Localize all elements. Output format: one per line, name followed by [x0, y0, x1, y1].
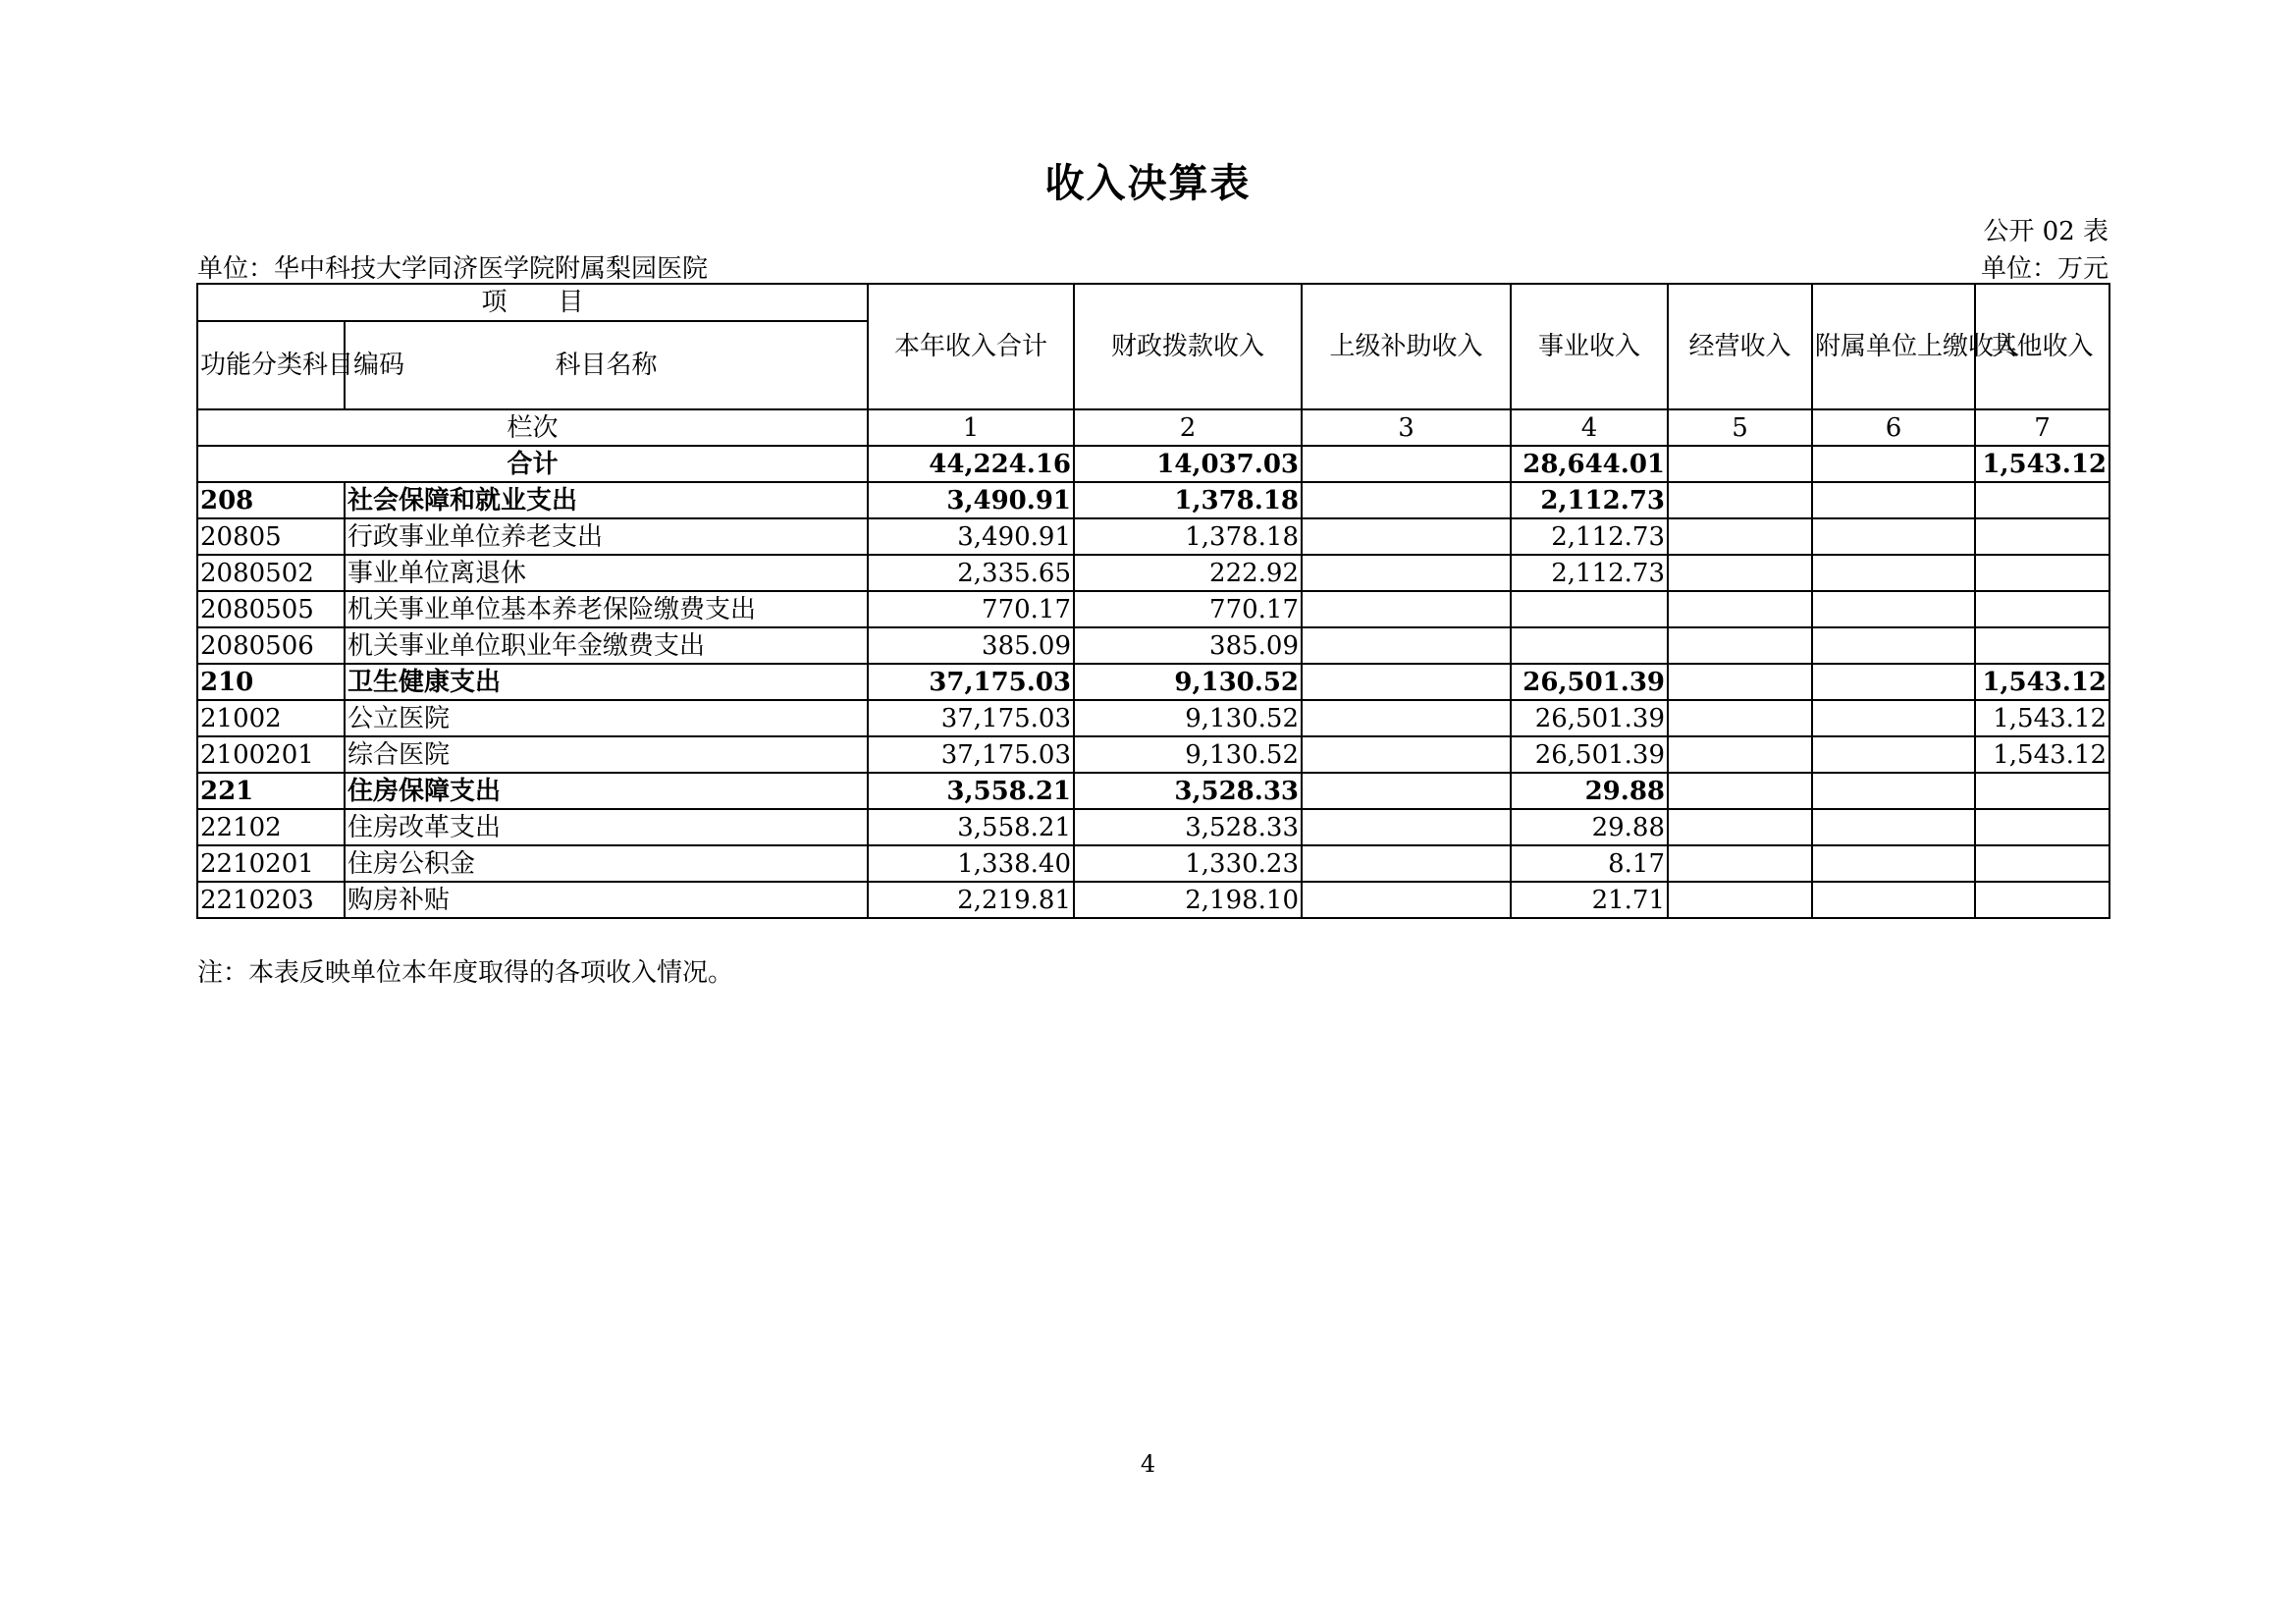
table-row	[197, 664, 2109, 700]
row-cell	[1975, 591, 2109, 627]
table-row	[197, 591, 2109, 627]
row-cell: 2,198.10	[1074, 882, 1302, 918]
total-label: 合计	[197, 446, 868, 482]
page-number: 4	[1140, 1450, 1156, 1478]
report-title: 收入决算表	[1044, 161, 1252, 206]
header-col-business: 事业收入	[1511, 284, 1668, 409]
row-cell	[1975, 627, 2109, 664]
row-cell	[1975, 555, 2109, 591]
row-cell: 3,528.33	[1074, 809, 1302, 845]
row-cell	[1302, 773, 1511, 809]
table-row	[197, 809, 2109, 845]
row-cell	[1302, 627, 1511, 664]
row-cell: 3,490.91	[868, 518, 1074, 555]
table-row	[197, 518, 2109, 555]
row-cell	[1812, 809, 1975, 845]
row-cell: 3,558.21	[868, 809, 1074, 845]
table-row	[197, 845, 2109, 882]
row-cell: 1,543.12	[1975, 736, 2109, 773]
row-cell: 1,543.12	[1975, 664, 2109, 700]
row-code: 20805	[197, 518, 345, 555]
row-cell	[1511, 591, 1668, 627]
row-name: 公立医院	[345, 700, 868, 736]
row-cell	[1302, 518, 1511, 555]
row-cell	[1302, 482, 1511, 518]
row-cell	[1302, 664, 1511, 700]
row-cell: 385.09	[868, 627, 1074, 664]
row-cell	[1668, 664, 1812, 700]
header-col-fiscal: 财政拨款收入	[1074, 284, 1302, 409]
row-cell: 1,378.18	[1074, 518, 1302, 555]
row-cell: 2,112.73	[1511, 518, 1668, 555]
row-code: 2080505	[197, 591, 345, 627]
table-row	[197, 882, 2109, 918]
row-cell	[1668, 627, 1812, 664]
row-cell	[1668, 809, 1812, 845]
row-name: 住房改革支出	[345, 809, 868, 845]
row-cell	[1812, 555, 1975, 591]
column-no-3: 3	[1302, 409, 1511, 446]
row-cell: 385.09	[1074, 627, 1302, 664]
column-no-1: 1	[868, 409, 1074, 446]
total-cell: 1,543.12	[1975, 446, 2109, 482]
row-cell	[1302, 845, 1511, 882]
row-cell: 222.92	[1074, 555, 1302, 591]
row-cell: 29.88	[1511, 809, 1668, 845]
row-code: 22102	[197, 809, 345, 845]
row-cell	[1668, 773, 1812, 809]
row-code: 2210201	[197, 845, 345, 882]
total-row	[197, 446, 2109, 482]
row-code: 2080502	[197, 555, 345, 591]
row-cell: 29.88	[1511, 773, 1668, 809]
total-cell	[1812, 446, 1975, 482]
row-cell	[1668, 591, 1812, 627]
row-cell	[1812, 591, 1975, 627]
row-cell	[1975, 809, 2109, 845]
row-cell: 9,130.52	[1074, 736, 1302, 773]
row-cell	[1812, 845, 1975, 882]
row-cell	[1302, 700, 1511, 736]
row-cell: 2,112.73	[1511, 482, 1668, 518]
income-table	[196, 283, 2110, 919]
row-cell: 2,335.65	[868, 555, 1074, 591]
column-no-7: 7	[1975, 409, 2109, 446]
row-cell	[1812, 773, 1975, 809]
row-cell: 3,558.21	[868, 773, 1074, 809]
row-cell: 1,378.18	[1074, 482, 1302, 518]
row-cell	[1668, 882, 1812, 918]
row-cell	[1975, 773, 2109, 809]
header-col-other: 其他收入	[1975, 284, 2109, 409]
row-cell	[1668, 845, 1812, 882]
row-name: 住房公积金	[345, 845, 868, 882]
header-col-superior: 上级补助收入	[1302, 284, 1511, 409]
table-row	[197, 700, 2109, 736]
row-cell: 37,175.03	[868, 700, 1074, 736]
row-name: 社会保障和就业支出	[345, 482, 868, 518]
row-cell	[1302, 591, 1511, 627]
table-row	[197, 482, 2109, 518]
row-cell: 8.17	[1511, 845, 1668, 882]
row-code: 2080506	[197, 627, 345, 664]
header-col-total: 本年收入合计	[868, 284, 1074, 409]
column-no-6: 6	[1812, 409, 1975, 446]
row-cell	[1812, 664, 1975, 700]
header-project: 项 目	[197, 284, 868, 321]
row-code: 208	[197, 482, 345, 518]
row-name: 购房补贴	[345, 882, 868, 918]
row-cell	[1975, 482, 2109, 518]
row-cell	[1302, 736, 1511, 773]
row-cell: 26,501.39	[1511, 664, 1668, 700]
row-cell: 37,175.03	[868, 664, 1074, 700]
total-cell: 14,037.03	[1074, 446, 1302, 482]
row-cell	[1668, 518, 1812, 555]
table-row	[197, 627, 2109, 664]
row-code: 21002	[197, 700, 345, 736]
total-cell: 44,224.16	[868, 446, 1074, 482]
row-code: 210	[197, 664, 345, 700]
row-name: 事业单位离退休	[345, 555, 868, 591]
row-cell: 2,112.73	[1511, 555, 1668, 591]
row-cell: 37,175.03	[868, 736, 1074, 773]
table-row	[197, 736, 2109, 773]
header-col-operating: 经营收入	[1668, 284, 1812, 409]
form-number: 公开 02 表	[1983, 217, 2109, 246]
header-col-affiliated: 附属单位上缴收入	[1812, 284, 1975, 409]
row-cell	[1812, 736, 1975, 773]
column-no-4: 4	[1511, 409, 1668, 446]
row-cell	[1668, 482, 1812, 518]
total-cell: 28,644.01	[1511, 446, 1668, 482]
column-no-2: 2	[1074, 409, 1302, 446]
total-cell	[1302, 446, 1511, 482]
row-cell	[1668, 736, 1812, 773]
row-cell: 770.17	[1074, 591, 1302, 627]
total-cell	[1668, 446, 1812, 482]
row-cell: 21.71	[1511, 882, 1668, 918]
row-cell	[1975, 518, 2109, 555]
row-cell	[1511, 627, 1668, 664]
row-code: 2210203	[197, 882, 345, 918]
header-func-code: 功能分类科目编码	[197, 321, 345, 409]
row-cell	[1812, 518, 1975, 555]
row-code: 2100201	[197, 736, 345, 773]
row-cell	[1812, 627, 1975, 664]
row-cell	[1302, 809, 1511, 845]
row-cell	[1668, 555, 1812, 591]
row-cell: 1,338.40	[868, 845, 1074, 882]
row-cell: 9,130.52	[1074, 664, 1302, 700]
unit-name: 单位：华中科技大学同济医学院附属梨园医院	[197, 254, 709, 284]
row-name: 机关事业单位职业年金缴费支出	[345, 627, 868, 664]
currency-unit: 单位：万元	[1980, 254, 2109, 284]
row-cell	[1812, 882, 1975, 918]
row-cell: 2,219.81	[868, 882, 1074, 918]
row-code: 221	[197, 773, 345, 809]
row-cell: 3,490.91	[868, 482, 1074, 518]
table-row	[197, 773, 2109, 809]
row-cell: 1,330.23	[1074, 845, 1302, 882]
header-subject-name: 科目名称	[345, 321, 868, 409]
table-note: 注：本表反映单位本年度取得的各项收入情况。	[197, 958, 734, 988]
row-name: 行政事业单位养老支出	[345, 518, 868, 555]
row-name: 机关事业单位基本养老保险缴费支出	[345, 591, 868, 627]
row-cell: 1,543.12	[1975, 700, 2109, 736]
header-column-no-label: 栏次	[197, 409, 868, 446]
row-cell	[1668, 700, 1812, 736]
row-cell	[1812, 482, 1975, 518]
row-name: 卫生健康支出	[345, 664, 868, 700]
row-cell: 3,528.33	[1074, 773, 1302, 809]
row-cell: 9,130.52	[1074, 700, 1302, 736]
row-cell	[1812, 700, 1975, 736]
column-no-5: 5	[1668, 409, 1812, 446]
row-cell	[1302, 882, 1511, 918]
row-cell	[1302, 555, 1511, 591]
row-cell: 26,501.39	[1511, 700, 1668, 736]
row-cell	[1975, 845, 2109, 882]
row-name: 住房保障支出	[345, 773, 868, 809]
row-cell: 770.17	[868, 591, 1074, 627]
row-cell	[1975, 882, 2109, 918]
row-cell: 26,501.39	[1511, 736, 1668, 773]
table-row	[197, 555, 2109, 591]
row-name: 综合医院	[345, 736, 868, 773]
